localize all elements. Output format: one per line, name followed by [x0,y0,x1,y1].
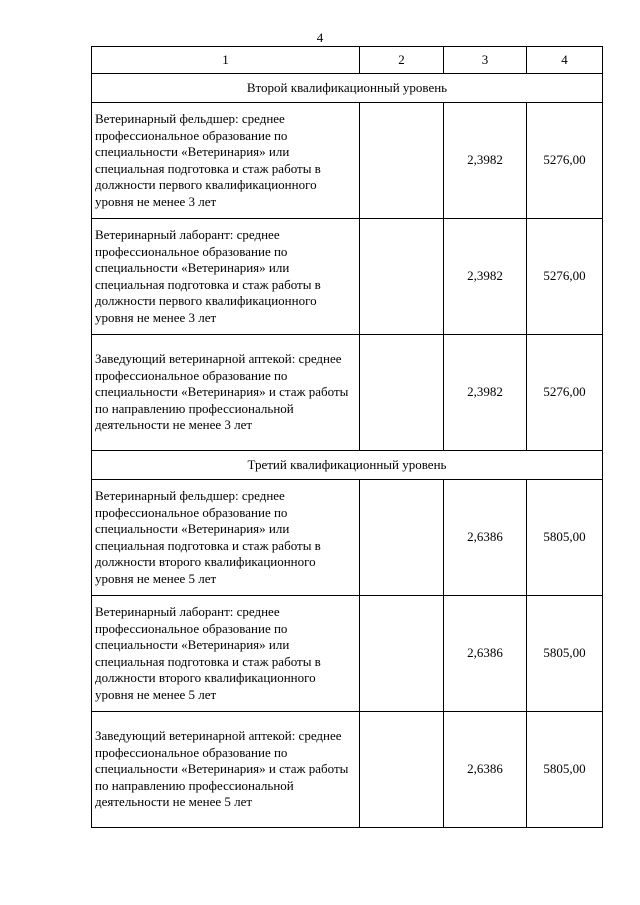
empty-cell [360,480,444,596]
table-row [92,335,603,451]
position-description: Заведующий ветеринарной аптекой: среднее профессиональное образование по специальности «Ветеринария» и стаж работы по направлению профессиональной деятельности не менее 5 лет [92,712,360,828]
table-row [92,219,603,335]
page-number: 4 [316,30,324,45]
header-cell-4: 4 [527,47,603,74]
coefficient-cell: 2,6386 [444,712,527,828]
position-description: Ветеринарный фельдшер: среднее профессиональное образование по специальности «Ветеринария» или специальная подготовка и стаж работы в должности второго квалификационного уровня не менее 5 лет [92,480,360,596]
table-row [92,596,603,712]
header-cell-1: 1 [92,47,360,74]
salary-cell: 5805,00 [527,712,603,828]
salary-cell: 5805,00 [527,596,603,712]
empty-cell [360,712,444,828]
salary-cell: 5805,00 [527,480,603,596]
salary-cell: 5276,00 [527,103,603,219]
empty-cell [360,596,444,712]
position-description: Ветеринарный лаборант: среднее профессиональное образование по специальности «Ветеринария» или специальная подготовка и стаж работы в должности первого квалификационного уровня не менее 3 лет [92,219,360,335]
section-title: Второй квалификационный уровень [92,74,603,103]
position-description: Ветеринарный лаборант: среднее профессиональное образование по специальности «Ветеринария» или специальная подготовка и стаж работы в должности второго квалификационного уровня не менее 5 лет [92,596,360,712]
empty-cell [360,219,444,335]
section-title-row [92,451,603,480]
empty-cell [360,103,444,219]
header-cell-3: 3 [444,47,527,74]
section-title-row [92,74,603,103]
coefficient-cell: 2,3982 [444,103,527,219]
empty-cell [360,335,444,451]
coefficient-cell: 2,6386 [444,480,527,596]
header-cell-2: 2 [360,47,444,74]
position-description: Ветеринарный фельдшер: среднее профессиональное образование по специальности «Ветеринария» или специальная подготовка и стаж работы в должности первого квалификационного уровня не менее 3 лет [92,103,360,219]
table-row [92,103,603,219]
table-header-row [92,47,603,74]
qualification-table [91,46,603,828]
table-row [92,480,603,596]
salary-cell: 5276,00 [527,335,603,451]
coefficient-cell: 2,6386 [444,596,527,712]
salary-cell: 5276,00 [527,219,603,335]
coefficient-cell: 2,3982 [444,335,527,451]
section-title: Третий квалификационный уровень [92,451,603,480]
coefficient-cell: 2,3982 [444,219,527,335]
position-description: Заведующий ветеринарной аптекой: среднее профессиональное образование по специальности «Ветеринария» и стаж работы по направлению профессиональной деятельности не менее 3 лет [92,335,360,451]
table-row [92,712,603,828]
